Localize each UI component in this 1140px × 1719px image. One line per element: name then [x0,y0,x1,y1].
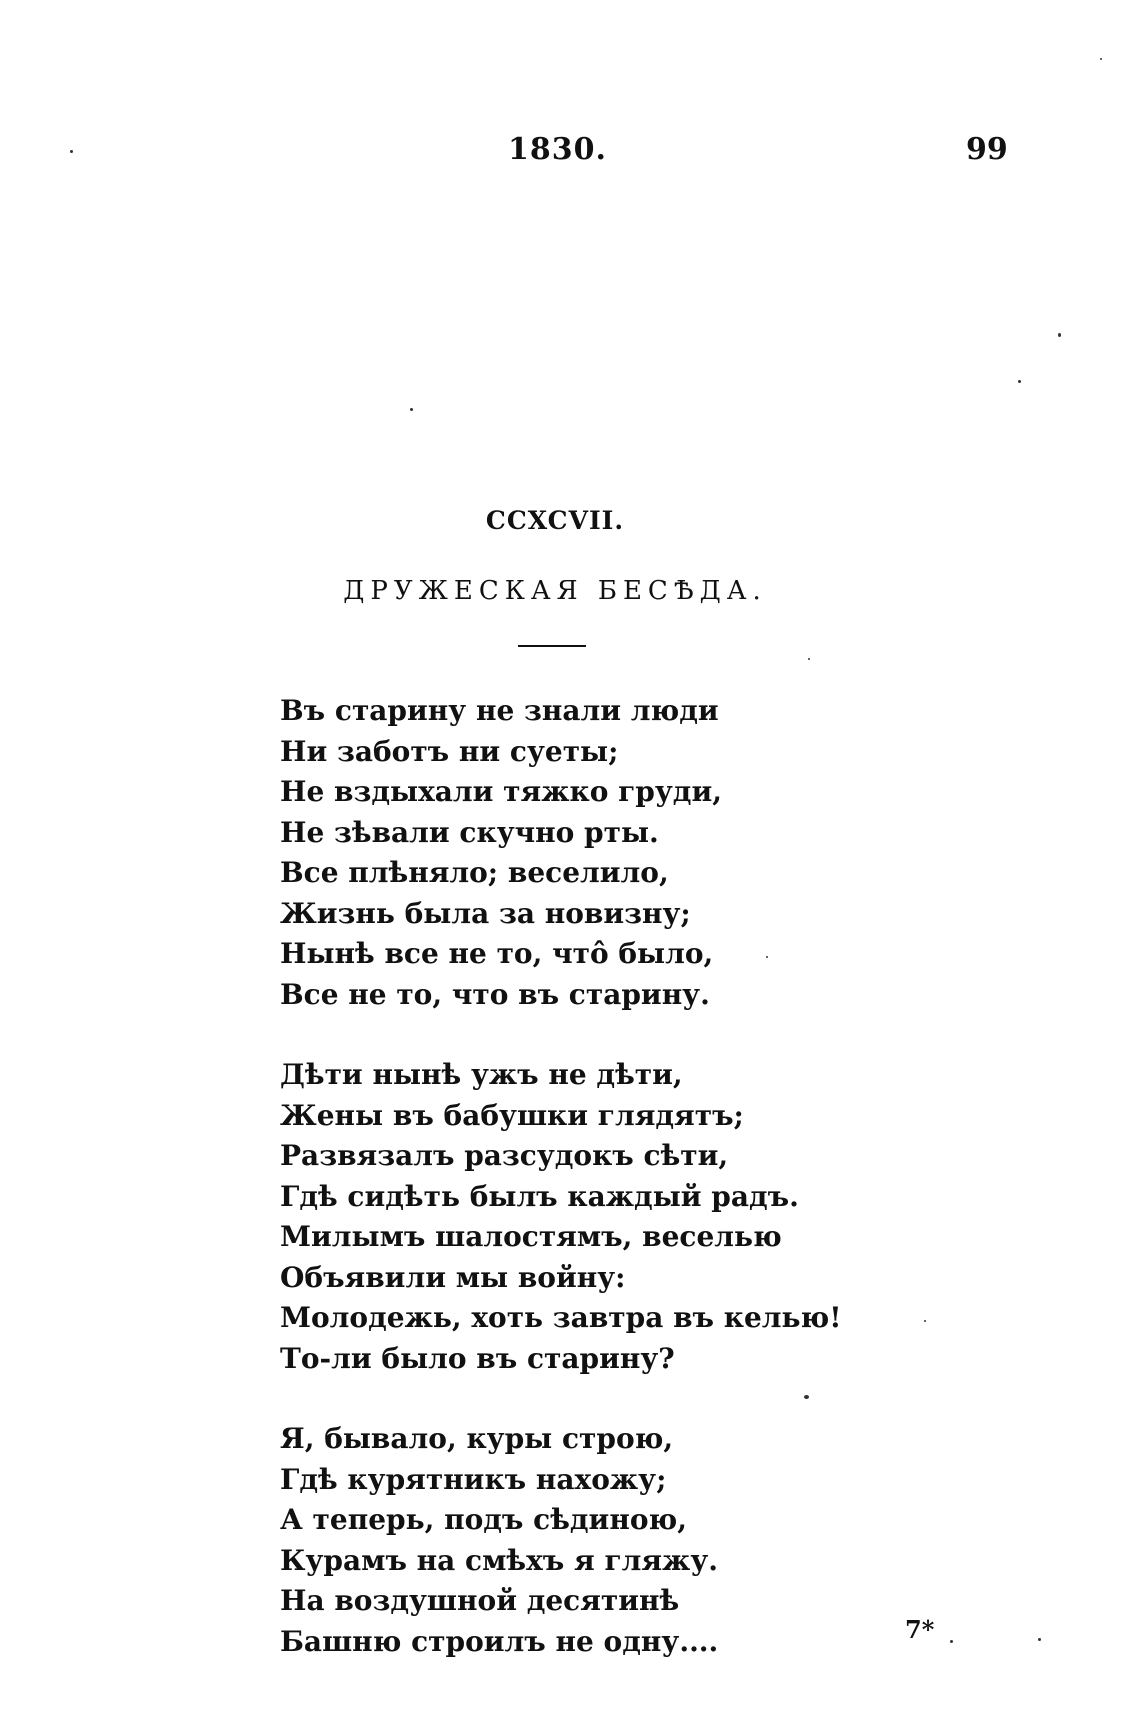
poem-line: Объявили мы войну: [280,1260,626,1294]
stanza [280,1055,840,1379]
scan-speck [1018,380,1021,383]
scan-speck [804,1395,809,1399]
scan-speck [1058,333,1061,337]
scan-speck [924,1320,926,1322]
poem-line: Гдѣ курятникъ нахожу; [280,1462,667,1496]
poem-line: Нынѣ все не то, что̂ было, [280,937,714,970]
poem-line: Я, бывало, куры строю, [280,1422,674,1455]
poem-line: На воздушной десятинѣ [280,1584,680,1617]
poem-line: Гдѣ сидѣть былъ каждый радъ. [280,1179,799,1213]
poem-line: Курамъ на смѣхъ я гляжу. [280,1543,718,1577]
scan-speck [766,956,768,958]
stanza [280,691,840,1015]
poem-line: Молодежь, хоть завтра въ келью! [280,1301,842,1334]
poem-line: Не вздыхали тяжко груди, [280,775,722,808]
poem-line: А теперь, подъ сѣдиною, [280,1503,687,1536]
poem-line: Дѣти нынѣ ужъ не дѣти, [280,1058,683,1091]
scan-speck [1038,1638,1041,1641]
poem-line: Милымъ шалостямъ, веселью [280,1220,782,1253]
scan-speck [410,408,413,411]
poem-line: Ни заботъ ни суеты; [280,734,619,768]
poem-line: Въ старину не знали люди [280,694,719,727]
scan-speck [70,150,73,153]
stanza [280,1419,840,1662]
poem-title: ДРУЖЕСКАЯ БЕСѢДА. [343,576,767,606]
poem-line: Все плѣняло; веселило, [280,856,669,889]
scan-speck [950,1640,953,1643]
poem-number: CCXCVII. [485,506,625,535]
poem-line: То-ли было въ старину? [280,1341,675,1375]
page-number: 99 [966,132,1008,167]
poem-line: Жены въ бабушки глядятъ; [280,1098,744,1132]
poem-line: Жизнь была за новизну; [280,896,691,930]
scan-speck [808,658,810,660]
signature-mark: 7* [905,1615,935,1644]
poem-line: Башню строилъ не одну.... [280,1624,719,1658]
title-rule [518,645,586,647]
running-header-year: 1830. [508,132,607,167]
poem-line: Не зѣвали скучно рты. [280,815,659,849]
poem-line: Развязалъ разсудокъ сѣти, [280,1139,729,1172]
scan-speck [1100,58,1102,60]
poem-line: Все не то, что въ старину. [280,977,710,1011]
poem-body [280,691,840,1702]
